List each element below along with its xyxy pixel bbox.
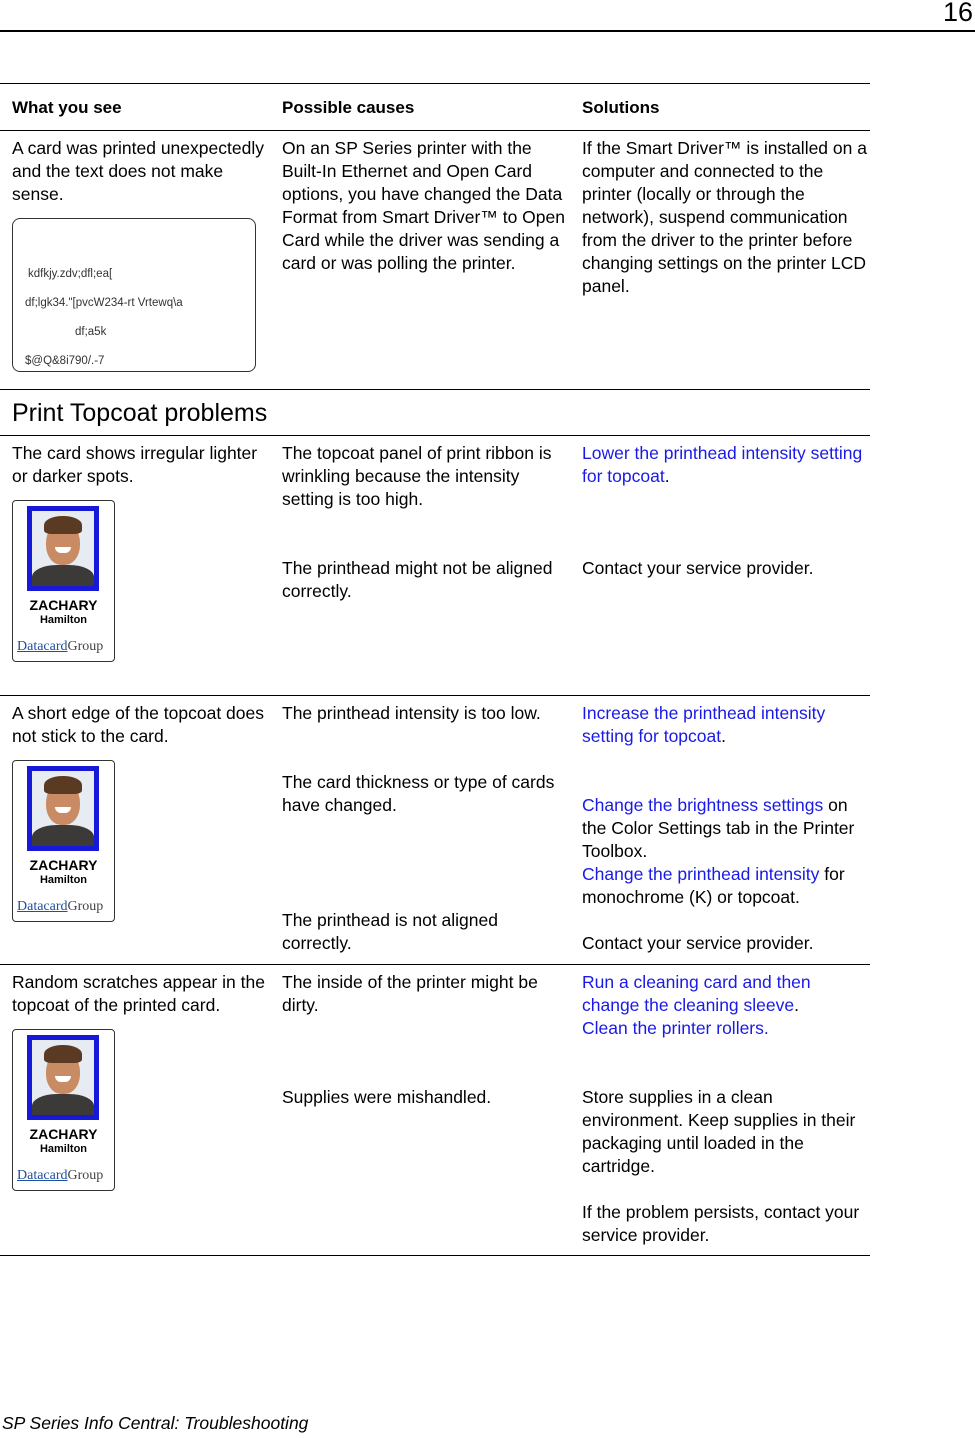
symptom-text: A card was printed unexpectedly and the text does not make sense. — [12, 138, 264, 204]
garbled-line: df;a5k — [75, 326, 107, 338]
change-brightness-link[interactable]: Change the brightness settings — [582, 795, 824, 815]
cause-text: On an SP Series printer with the Built-In Ethernet and Open Card options, you have changed the Data Format from Smart Driver™ to Open Card while the driver was sending a card or was polling the printer. — [282, 138, 565, 273]
cause-text: The printhead is not aligned correctly. — [282, 910, 498, 953]
solution-cell — [570, 131, 870, 390]
table-row — [0, 965, 870, 1256]
solution-cell — [570, 696, 870, 965]
solution-text: Increase the printhead intensity setting for topcoat. — [582, 703, 826, 746]
card-surname: Hamilton — [39, 614, 88, 626]
section-title-row — [0, 390, 870, 436]
table-row — [0, 436, 870, 696]
solution-text: If the Smart Driver™ is installed on a computer and connected to the printer (locally or through the network), suspend communication from the driver to the printer before changing settings on the printer LCD panel. — [582, 138, 867, 296]
what-cell — [0, 131, 270, 390]
increase-intensity-link[interactable]: Increase the printhead intensity setting for topcoat — [582, 703, 826, 746]
garbled-line: df;lgk34."[pvcW234-rt Vrtewq\a — [25, 297, 183, 309]
lower-intensity-link[interactable]: Lower the printhead intensity setting for topcoat — [582, 443, 863, 486]
cause-text: The topcoat panel of print ribbon is wrinkling because the intensity setting is too high. — [282, 443, 552, 509]
symptom-text: A short edge of the topcoat does not stick to the card. — [12, 703, 264, 746]
what-cell — [0, 436, 270, 696]
solution-text: If the problem persists, contact your service provider. — [582, 1202, 860, 1245]
solution-text: Change the brightness settings on the Color Settings tab in the Printer Toolbox. — [582, 795, 855, 861]
card-name: ZACHARY — [29, 597, 98, 613]
header-solutions: Solutions — [582, 97, 660, 117]
footer-title: SP Series Info Central: Troubleshooting — [2, 1413, 309, 1433]
solution-text: Clean the printer rollers. — [582, 1018, 769, 1038]
solution-text: Change the printhead intensity for monochrome (K) or topcoat. — [582, 864, 845, 907]
portrait-photo — [32, 771, 94, 846]
id-card-image — [12, 760, 115, 922]
cause-text: The printhead might not be aligned correctly. — [282, 558, 553, 601]
solution-text: Lower the printhead intensity setting for topcoat. — [582, 443, 863, 486]
portrait-photo — [32, 1040, 94, 1115]
garbled-line: kdfkjy.zdv;dfl;ea[ — [28, 268, 113, 280]
id-card-image — [12, 500, 115, 662]
header-rule — [0, 30, 975, 32]
header-possible-causes: Possible causes — [282, 97, 415, 117]
table-header-row — [0, 84, 870, 131]
header-what-you-see: What you see — [12, 97, 122, 117]
photo-frame — [27, 506, 99, 591]
solution-text: Contact your service provider. — [582, 933, 814, 953]
id-card-image — [12, 1029, 115, 1191]
datacard-logo: DatacardGroup — [17, 899, 104, 914]
solution-text: Store supplies in a clean environment. Keep supplies in their packaging until loaded in the cartridge. — [582, 1087, 856, 1176]
cause-cell — [270, 965, 570, 1256]
symptom-text: The card shows irregular lighter or darker spots. — [12, 443, 258, 486]
portrait-photo — [32, 511, 94, 586]
datacard-logo: DatacardGroup — [17, 639, 104, 654]
symptom-text: Random scratches appear in the topcoat of the printed card. — [12, 972, 265, 1015]
what-cell — [0, 965, 270, 1256]
section-title: Print Topcoat problems — [12, 398, 268, 427]
cause-cell — [270, 436, 570, 696]
photo-frame — [27, 766, 99, 851]
card-surname: Hamilton — [39, 1143, 88, 1155]
card-surname: Hamilton — [39, 874, 88, 886]
troubleshooting-table — [0, 83, 870, 1256]
solution-cell — [570, 436, 870, 696]
change-intensity-link[interactable]: Change the printhead intensity — [582, 864, 820, 884]
clean-rollers-link[interactable]: Clean the printer rollers — [582, 1018, 764, 1038]
photo-frame — [27, 1035, 99, 1120]
page-number: 16 — [942, 0, 973, 27]
what-cell — [0, 696, 270, 965]
cleaning-card-link[interactable]: Run a cleaning card and then change the cleaning sleeve — [582, 972, 811, 1015]
cause-cell — [270, 696, 570, 965]
solution-text: Contact your service provider. — [582, 558, 814, 578]
table-row — [0, 696, 870, 965]
solution-text: Run a cleaning card and then change the cleaning sleeve. — [582, 972, 811, 1015]
cause-text: The printhead intensity is too low. — [282, 703, 541, 723]
table-row — [0, 131, 870, 390]
cause-cell — [270, 131, 570, 390]
card-name: ZACHARY — [29, 1126, 98, 1142]
garbled-card-image — [12, 218, 256, 372]
datacard-logo: DatacardGroup — [17, 1168, 104, 1183]
solution-cell — [570, 965, 870, 1256]
card-name: ZACHARY — [29, 857, 98, 873]
garbled-line: $@Q&8i790/.-7 — [25, 355, 105, 367]
cause-text: The inside of the printer might be dirty. — [282, 972, 538, 1015]
cause-text: The card thickness or type of cards have changed. — [282, 772, 555, 815]
cause-text: Supplies were mishandled. — [282, 1087, 492, 1107]
